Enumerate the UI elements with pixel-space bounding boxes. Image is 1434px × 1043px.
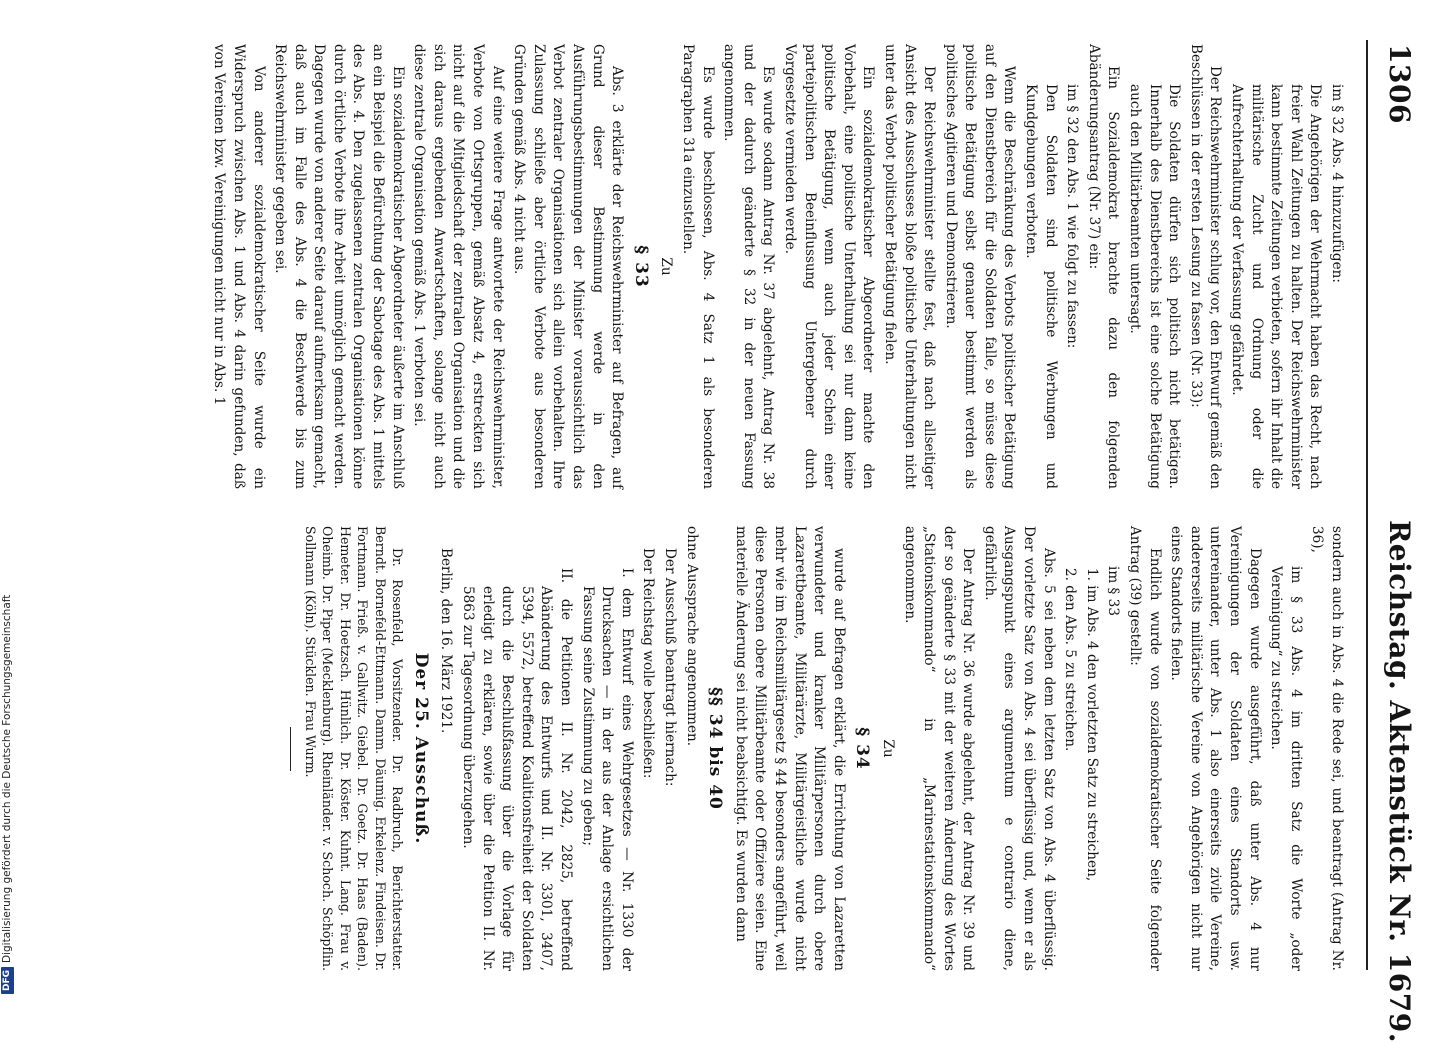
section-heading: § 33 [630,245,651,288]
closing-rule [290,727,291,771]
paragraph: II. die Petitionen II. Nr. 2042, 2825, betreffend Abänderung des Entwurfs und II. Nr. 3301, 3407, 5394, 5572, betreffend Koalitionsfreiheit der Soldaten durch die Beschlußfassung über die Vorlage für erledigt zu erklären, sowie über die Petition II. Nr. 5863 zur Tagesordnung überzugehen. [460,568,575,971]
paragraph: Von anderer sozialdemokratischer Seite wurde ein Widerspruch zwischen Abs. 1 und Abs. 4 darin gefunden, daß von Vereinen bzw. Vereinigungen nicht nur in Abs. 1 [211,44,267,489]
paragraph: Es wurde beschlossen, Abs. 4 Satz 1 als besonderen Paragraphen 31a einzustellen. [680,44,716,489]
paragraph: im § 32 den Abs. 1 wie folgt zu fassen: [1064,84,1081,349]
paragraph: Ein sozialdemokratischer Abgeordneter machte den Vorbehalt, eine politische Unterhaltung sei nur dann keine politische Betätigung, wenn auch jeder Schein einer parteipolitischen Beeinflussung Untergebener durch Vorgesetzte vermieden werde. [781,44,877,489]
paragraph: im § 33 [1105,566,1122,616]
section-heading: Der 25. Ausschuß. [410,652,431,845]
paragraph: Auf eine weitere Frage antwortete der Reichswehrminister, Verbote von Ortsgruppen, gemäß Absatz 4, erstreckten sich nicht auf die Mitgliedschaft der zentralen Organisation und die sich daraus ergebenden Anwartschaften, solange nicht auch diese zentrale Organisation gemäß Abs. 1 verboten sei. [411,44,506,489]
dfg-logo: DFG [1,967,14,994]
paragraph: 2. den Abs. 5 zu streichen. [1062,568,1079,752]
paragraph: Abs. 5 sei neben dem letzten Satz von Abs. 4 überflüssig. Der vorletzte Satz von Abs. 4 sei überflüssig und, wenn er als Ausgangspunkt eines argumentum e contrario diene, gefährlich. [981,526,1057,971]
paragraph: Der Reichstag wolle beschließen: [640,548,657,779]
paragraph: Es wurde sodann Antrag Nr. 37 abgelehnt, Antrag Nr. 38 und der dadurch geänderte § 32 in der neuen Fassung angenommen. [721,44,777,489]
paragraph: Dagegen wurde ausgeführt, daß unter Abs. 4 nur Vereinigungen der Soldaten eines Standorts usw. untereinander, unter Abs. 1 also einerseits zivile Vereine, andererseits militärische Vereine von Angehörigen nicht nur eines Standorts fielen. [1168,526,1263,971]
header-rule [1366,40,1368,970]
paragraph: Der Reichswehrminister stellte fest, daß nach allseitiger Ansicht des Ausschusses bloße politische Unterhaltungen nicht unter das Verbot politischer Betätigung fielen. [881,44,938,489]
paragraph: im § 33 Abs. 4 im dritten Satz die Worte „oder Vereinigung“ zu streichen. [1268,566,1304,971]
paragraph: im § 32 Abs. 4 hinzuzufügen: [1329,84,1345,283]
section-heading: §§ 34 bis 40 [705,687,726,810]
paragraph: Der Antrag Nr. 36 wurde abgelehnt, der Antrag Nr. 39 und der so geänderte § 33 mit der weiteren Änderung des Wortes „Stationskommando“ in „Marinestationskommando“ angenommen. [901,526,977,971]
right-column [280,526,1346,971]
paragraph: Wenn die Beschränkung des Verbots politischer Betätigung auf den Dienstbereich für die Soldaten falle, so müsse diese politische Betätigung selbst genauer bestimmt werden als politisches Agitieren und Demonstrieren. [942,44,1018,489]
paragraph: wurde auf Befragen erklärt, die Errichtung von Lazaretten verwundeter und kranker Militärpersonen durch obere Lazarettbeamte, Militärärzte, Militärgeistliche wurde nicht mehr wie im Reichsmilitärgesetz § 44 besonders angeführt, weil diese Personen obere Militärbeamte oder Offiziere seien. Eine materielle Änderung sei nicht beabsichtigt. Es wurden dann [732,526,847,971]
paragraph: Die Angehörigen der Wehrmacht haben das Recht, nach freier Wahl Zeitungen zu halten. Der Reichswehrminister kann bestimmte Zeitungen verbieten, sofern ihr Inhalt die militärische Zucht und Ordnung oder die Aufrechterhaltung der Verfassung gefährdet. [1229,84,1324,489]
credit-text: Digitalisierung gefördert durch die Deutsche Forschungsgemeinschaft [1,594,13,963]
paragraph: Ein Sozialdemokrat brachte dazu den folgenden Abänderungsantrag (Nr. 37) ein: [1085,44,1122,489]
left-column [207,44,1346,489]
paragraph: Zu [658,257,675,276]
paragraph: I. dem Entwurf eines Wehrgesetzes — Nr. 1330 der Drucksachen — in der aus der Anlage ersichtlichen Fassung seine Zustimmung zu geben; [579,568,635,971]
paragraph: ohne Aussprache angenommen. [683,526,700,747]
paragraph: Die Soldaten dürfen sich politisch nicht betätigen. Innerhalb des Dienstbereichs ist eine solche Betätigung auch den Militärbeamten untersagt. [1127,84,1183,489]
paragraph: Der Reichswehrminister schlug vor, den Entwurf gemäß den Beschlüssen in der ersten Lesung zu fassen (Nr. 33): [1187,44,1224,489]
page-number: 1306 [1383,44,1416,124]
paragraph: Berlin, den 16. März 1921. [438,548,455,734]
running-title: Reichstag. Aktenstück Nr. 1679. [1383,520,1416,1043]
paragraph: Ein sozialdemokratischer Abgeordneter äußerte im Anschluß an ein Beispiel die Befürchtung der Sabotage des Abs. 1 mittels des Abs. 4. Den zugelassenen zentralen Organisationen könne durch örtliche Verbote ihre Arbeit unmöglich gemacht werden. Dagegen wurde von anderer Seite darauf aufmerksam gemacht, daß auch im Falle des Abs. 4 die Beschwerde bis zum Reichswehrminister gegeben sei. [272,44,406,489]
paragraph: Dr. Rosenfeld, Vorsitzender. Dr. Radbruch, Berichterstatter. Berndt. Bornefeld-Ettmann. Damm. Däumig. Erkelenz. Findeisen. Dr. Fortmann. Frieß. v. Gallwitz. Giebel. Dr. Goetz. Dr. Haas (Baden). Hemeter. Dr. Hoetzsch. Hünlich. Dr. Köster. Kuhnt. Lang. Frau v. Oheimb. Dr. Piper (Mecklenburg). Rheinländer. v. Schoch. Schöpflin. Sollmann (Köln). Stücklen. Frau Wurm. [302,526,406,971]
digitization-credit [0,0,14,1000]
paragraph: Abs. 3 erklärte der Reichswehrminister auf Befragen, auf Grund dieser Bestimmung werde in den Ausführungsbestimmungen der Minister voraussichtlich das Verbot zentraler Organisationen sich allein vorbehalten. Ihre Zulassung schließe aber örtliche Verbote aus besonderen Gründen gemäß Abs. 4 nicht aus. [511,44,626,489]
paragraph: Endlich wurde von sozialdemokratischer Seite folgender Antrag (39) gestellt: [1127,526,1163,971]
paragraph: Der Ausschuß beantragt hiernach: [662,548,678,787]
paragraph: sondern auch in Abs. 4 die Rede sei, und beantragt (Antrag Nr. 36), [1309,526,1345,971]
paragraph: Den Soldaten sind politische Werbungen und Kundgebungen verboten. [1023,84,1059,489]
paragraph: Zu [879,739,896,758]
paragraph: 1. im Abs. 4 den vorletzten Satz zu streichen, [1083,568,1100,882]
section-heading: § 34 [852,727,873,770]
